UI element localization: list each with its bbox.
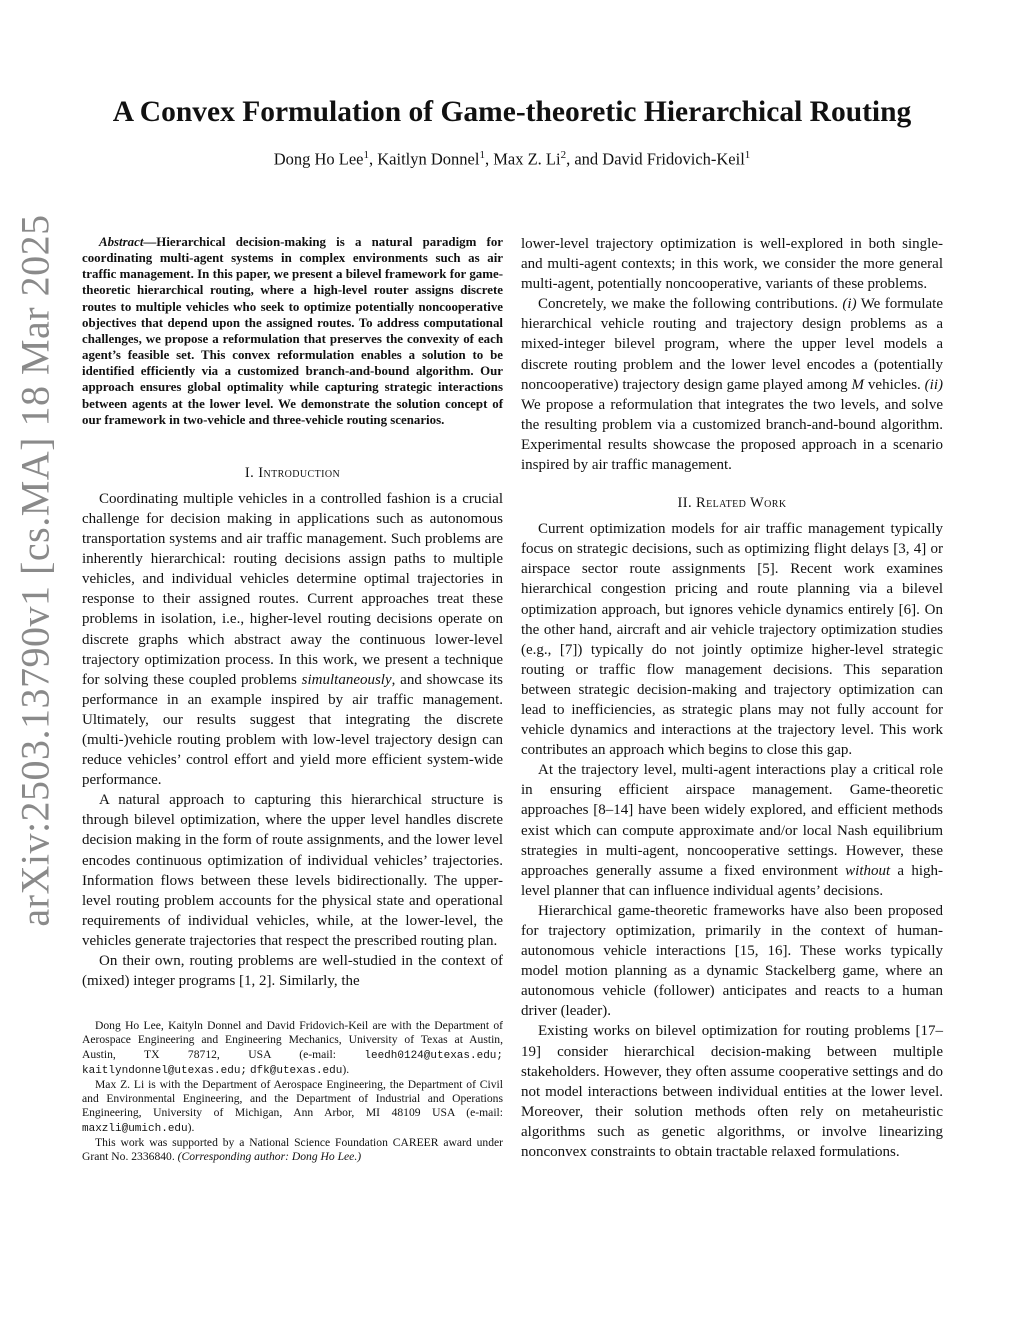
section-number: II. [677,495,693,512]
author-separator: , and [566,149,603,169]
emphasis-text: (ii) [924,376,943,393]
arxiv-identifier-text: arXiv:2503.13790v1 [cs.MA] 18 Mar 2025 [12,213,58,927]
author-separator: , [484,149,494,169]
contributions-paragraph [521,294,943,475]
text-run: Max Z. Li is with the Department of Aerospace Engineering, the Department of Civil and Environmental Engineering, and the Department of Industrial and Operations Engineering, University of Michigan, Ann Arbor, MI 48109 USA (e-mail: [82,1078,503,1120]
section-title: Introduction [258,464,341,481]
related-work-paragraph-4: Existing works on bilevel optimization for routing problems [17–19] consider hierarchical decision-making between multiple stakeholders. However, they often assume cooperative settings and do not model interactions between individual entities at the lower level. Moreover, their solution methods often rely on metaheuristic algorithms such as genetic algorithms, or involve linearizing nonconvex constraints to obtain tractable relaxed formulations. [521,1023,943,1161]
author-name: David Fridovich-Keil [602,149,745,169]
abstract-dash: — [143,235,157,249]
emphasis-text: (Corresponding author: Dong Ho Lee.) [177,1150,362,1164]
author-name: Max Z. Li [493,149,561,169]
arxiv-identifier-stamp [5,170,65,970]
email-address: kaitlyndonnel@utexas.edu; [82,1064,248,1077]
email-address: dfk@utexas.edu [249,1064,343,1077]
abstract [82,234,503,428]
text-run: ). [342,1062,350,1076]
text-run: Concretely, we make the following contributions. [538,296,843,313]
paper-title: A Convex Formulation of Game-theoretic Hierarchical Routing [112,96,912,128]
emphasis-text: without [845,862,891,879]
intro-paragraph-2: A natural approach to capturing this hierarchical structure is through bilevel optimization, where the upper level handles discrete decision making in the form of route assignments, and the lower level encodes continuous optimization of individual vehicles’ trajectories. Information flows between these levels bidirectionally. The upper-level routing problem accounts for the physical state and operational requirements of individual vehicles, while, at the lower-level, the vehicles generate trajectories that respect the prescribed routing plan. [82,792,503,949]
related-work-paragraph-3: Hierarchical game-theoretic frameworks have also been proposed for trajectory optimization, primarily in the context of human-autonomous vehicle interactions [15, 16]. These works typically model motion planning as a dynamic Stackelberg game, where an autonomous vehicle (follower) anticipates and reacts to a human driver (leader). [521,902,943,1020]
footnote-affiliation-2 [82,1078,503,1136]
abstract-heading: Abstract [99,235,144,249]
text-run: Coordinating multiple vehicles in a controlled fashion is a crucial challenge for decision making in applications such as autonomous transportation systems and air traffic management. Such problems are inherently hierarchical: routing decisions assign paths to multiple vehicles, and individual vehicles determine optimal trajectories in response to their assigned routes. Current approaches treat these problems in isolation, i.e., higher-level routing decisions operate on discrete graphs which abstract away the continuous lower-level trajectory optimization process. In this work, we present a technique for solving these coupled problems [82,490,503,688]
section-heading-introduction [82,463,503,483]
author-list [80,143,944,172]
emphasis-text: simultaneously [301,671,392,688]
text-run: , and showcase its performance in an example inspired by air traffic management. Ultimately, our results suggest that integrating the discrete (multi-)vehicle routing problem with low-level trajectory design can reduce vehicles’ control effort and yield more efficient system-wide performance. [82,671,504,789]
intro-paragraph-continued: lower-level trajectory optimization is well-explored in both single- and multi-agent contexts; in this work, we consider the more general multi-agent, potentially noncooperative, variants of these problems. [521,236,943,293]
text-run: a high-level planner that can influence individual agents’ decisions. [521,862,943,899]
emphasis-text: (i) [842,296,857,313]
section-heading-related-work [521,493,943,513]
footnote-affiliation-1 [82,1019,503,1078]
right-column [521,234,943,1162]
intro-paragraph-3: On their own, routing problems are well-studied in the context of (mixed) integer programs [1, 2]. Similarly, the [82,953,503,990]
text-run: Dong Ho Lee, Kaityln Donnel and David Fridovich-Keil are with the Department of Aerospace Engineering and Engineering Mechanics, University of Texas at Austin, Austin, TX 78712, USA (e-mail: [82,1019,503,1061]
text-run: At the trajectory level, multi-agent interactions play a critical role in ensuring efficient airspace management. Game-theoretic approaches [8–14] have been widely explored, and efficient methods exist which can compute approximate and/or local Nash equilibrium strategies in multi-agent, noncooperative settings. However, these approaches generally assume a fixed environment [521,762,943,879]
author-affiliation-mark: 2 [560,149,567,161]
email-address: maxzli@umich.edu [82,1122,188,1135]
text-run: vehicles. [864,376,925,393]
related-work-paragraph-1: Current optimization models for air traffic management typically focus on strategic decisions, such as optimizing flight delays [3, 4] or airspace sector route assignments [5]. Recent work examines hierarchical congestion pricing and route planning via a bilevel optimization approach, but ignores vehicle dynamics entirely [6]. On the other hand, aircraft and air vehicle trajectory optimization studies (e.g., [7]) typically do not jointly optimize higher-level strategic routing or traffic flow management decisions. This separation between strategic decision-making and trajectory optimization can lead to inefficiencies, as strategic plans may not fully account for vehicle dynamics and interactions at the trajectory level. This work contributes an approach which begins to close this gap. [521,521,943,759]
author-affiliation-mark: 1 [744,149,751,161]
email-address: leedh0124@utexas.edu; [364,1049,503,1062]
text-run: ). [187,1120,195,1134]
author-separator: , [369,149,378,169]
author-name: Dong Ho Lee [273,149,364,169]
author-affiliation-mark: 1 [363,149,369,161]
left-column [82,234,503,1164]
text-run: We formulate hierarchical vehicle routing and trajectory design problems as a mixed-integer bilevel program, where the upper level models a discrete routing problem and the lower level encodes a (potentially noncooperative) trajectory design game played among [521,296,944,393]
author-affiliation-mark: 1 [479,149,485,161]
related-work-paragraph-2 [521,760,943,901]
text-run: We propose a reformulation that integrates the two levels, and solve the resulting problem via a customized branch-and-bound algorithm. Experimental results showcase the proposed approach in a scenario inspired by air traffic management. [521,396,943,474]
text-run: This work was supported by a National Science Foundation CAREER award under Grant No. 2336840. [82,1135,503,1164]
intro-paragraph-1 [82,489,503,790]
abstract-text: Hierarchical decision-making is a natural paradigm for coordinating multi-agent systems in complex environments such as air traffic management. In this paper, we present a bilevel framework for game-theoretic hierarchical routing, where a high-level router assigns discrete routes to multiple vehicles who seek to optimize potentially noncooperative objectives that depend upon the assigned routes. To address computational challenges, we propose a reformulation that preserves the convexity of each agent’s feasible set. This convex reformulation enables a solution to be identified efficiently via a customized branch-and-bound algorithm. Our approach ensures global optimality while capturing strategic interactions between agents at the lower level. We demonstrate the solution concept of our framework in two-vehicle and three-vehicle routing scenarios. [82,235,503,427]
math-symbol: M [851,376,865,393]
section-number: I. [244,464,255,481]
footnote-funding [82,1136,503,1164]
author-name: Kaitlyn Donnel [377,149,480,169]
section-title: Related Work [696,495,787,512]
